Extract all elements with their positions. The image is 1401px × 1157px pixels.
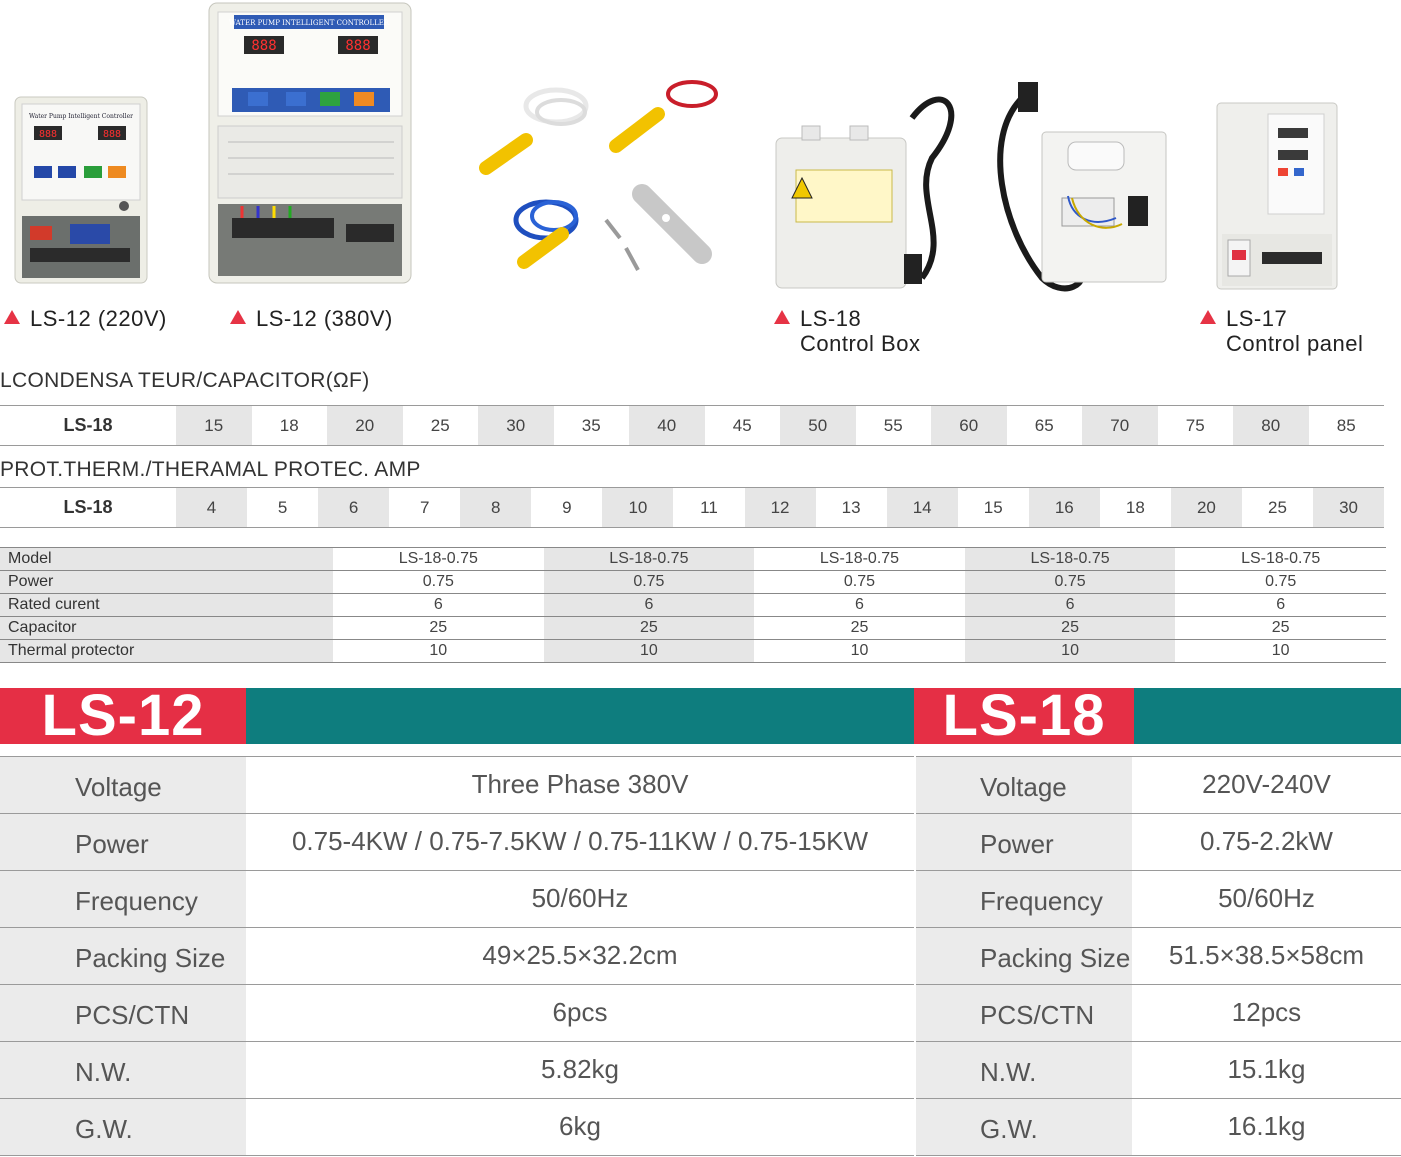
spec-row xyxy=(916,871,1401,928)
thermal-value: 13 xyxy=(841,497,861,517)
table-cell: LS-18-0.75 xyxy=(398,550,478,567)
triangle-marker-icon xyxy=(230,310,246,324)
table-cell: LS-18-0.75 xyxy=(1241,550,1321,567)
spec-key: N.W. xyxy=(0,1042,246,1098)
row-header: Capacitor xyxy=(0,617,333,639)
spec-key: Packing Size xyxy=(916,928,1132,984)
table-cell: 6 xyxy=(855,596,864,613)
table-cell: LS-18-0.75 xyxy=(819,550,900,567)
spec-key: G.W. xyxy=(0,1099,246,1155)
caption-ls12-220v: LS-12 (220V) xyxy=(4,306,167,331)
table-cell: LS-18-0.75 xyxy=(544,548,755,570)
table-cell: 25 xyxy=(965,617,1176,639)
product-image-ls12-220v xyxy=(14,96,148,284)
capacitor-value: 35 xyxy=(581,415,601,435)
product-image-ls18-control-box xyxy=(772,78,1172,300)
caption-ls18: LS-18 Control Box xyxy=(774,306,920,356)
thermal-value: 5 xyxy=(277,497,288,517)
spec-key: G.W. xyxy=(916,1099,1132,1155)
panel-title-text: Water Pump Intelligent Controller xyxy=(28,113,134,120)
spec-key: Power xyxy=(916,814,1132,870)
capacitor-value: 25 xyxy=(430,415,450,435)
capacitor-title: LCONDENSA TEUR/CAPACITOR(ΩF) xyxy=(0,369,370,392)
capacitor-value: 65 xyxy=(1034,415,1054,435)
capacitor-value: 75 xyxy=(1185,415,1205,435)
thermal-value: 16 xyxy=(1029,488,1100,527)
spec-key: Frequency xyxy=(0,871,246,927)
table-row xyxy=(0,640,1386,663)
spec-value: Three Phase 380V xyxy=(246,757,914,813)
caption-ls12-380v: LS-12 (380V) xyxy=(230,306,393,331)
table-cell: 0.75 xyxy=(544,571,755,593)
product-image-ls12-380v xyxy=(208,2,412,284)
thermal-value: 30 xyxy=(1313,488,1384,527)
triangle-marker-icon xyxy=(1200,310,1216,324)
table-cell: 10 xyxy=(850,642,869,659)
spec-row xyxy=(916,814,1401,871)
spec-row xyxy=(0,1099,914,1156)
capacitor-value: 45 xyxy=(732,415,752,435)
thermal-table xyxy=(0,487,1384,528)
model-table xyxy=(0,547,1386,663)
table-cell: 6 xyxy=(1276,596,1286,613)
spec-value: 0.75-2.2kW xyxy=(1132,814,1401,870)
banner-title-ls12: LS-12 xyxy=(0,688,246,744)
table-row xyxy=(0,617,1386,640)
spec-row xyxy=(916,757,1401,814)
table-row xyxy=(0,594,1386,617)
table-cell: 25 xyxy=(429,619,448,636)
row-header: Model xyxy=(0,548,333,570)
capacitor-value: 30 xyxy=(478,406,554,445)
capacitor-value: 50 xyxy=(780,406,856,445)
thermal-value: 7 xyxy=(419,497,430,517)
spec-value: 50/60Hz xyxy=(1132,871,1401,927)
spec-row xyxy=(916,928,1401,985)
spec-row xyxy=(0,814,914,871)
spec-key: N.W. xyxy=(916,1042,1132,1098)
capacitor-table xyxy=(0,405,1384,446)
spec-row xyxy=(0,928,914,985)
caption-ls17: LS-17 Control panel xyxy=(1200,306,1363,356)
thermal-value: 15 xyxy=(983,497,1003,517)
triangle-marker-icon xyxy=(774,310,790,324)
spec-value: 49×25.5×32.2cm xyxy=(246,928,914,984)
svg-text:888: 888 xyxy=(251,38,277,54)
table-row xyxy=(0,548,1386,571)
spec-key: Packing Size xyxy=(0,928,246,984)
thermal-value: 4 xyxy=(176,488,247,527)
svg-text:888: 888 xyxy=(345,38,371,54)
spec-value: 5.82kg xyxy=(246,1042,914,1098)
capacitor-value: 20 xyxy=(327,406,403,445)
spec-value: 0.75-4KW / 0.75-7.5KW / 0.75-11KW / 0.75-15KW xyxy=(246,814,914,870)
product-image-accessories xyxy=(466,78,726,282)
spec-value: 50/60Hz xyxy=(246,871,914,927)
spec-value: 16.1kg xyxy=(1132,1099,1401,1155)
spec-table-ls18 xyxy=(916,756,1401,1156)
thermal-value: 11 xyxy=(700,497,718,517)
svg-text:888: 888 xyxy=(102,129,122,140)
table-cell: 0.75 xyxy=(1265,573,1297,590)
table-cell: 6 xyxy=(544,594,755,616)
row-header: Power xyxy=(0,571,333,593)
thermal-value: 18 xyxy=(1125,497,1145,517)
banner-teal-bar xyxy=(1134,688,1401,744)
capacitor-value: 70 xyxy=(1082,406,1158,445)
panel-title-text-380: WATER PUMP INTELLIGENT CONTROLLER xyxy=(228,19,390,27)
spec-row xyxy=(0,757,914,814)
row-header: Rated curent xyxy=(0,594,333,616)
spec-key: PCS/CTN xyxy=(0,985,246,1041)
thermal-value: 9 xyxy=(562,497,572,517)
spec-key: Power xyxy=(0,814,246,870)
capacitor-value: 18 xyxy=(279,415,299,435)
table-cell: 10 xyxy=(965,640,1176,662)
spec-table-ls12 xyxy=(0,756,914,1156)
table-row xyxy=(0,571,1386,594)
thermal-value: 20 xyxy=(1171,488,1242,527)
spec-value: 220V-240V xyxy=(1132,757,1401,813)
capacitor-value: 55 xyxy=(883,415,903,435)
table-cell: 0.75 xyxy=(843,573,876,590)
capacitor-value: 15 xyxy=(176,406,252,445)
spec-banner-ls12 xyxy=(0,683,914,748)
spec-key: Frequency xyxy=(916,871,1132,927)
spec-value: 12pcs xyxy=(1132,985,1401,1041)
spec-row xyxy=(0,985,914,1042)
table-cell: 0.75 xyxy=(965,571,1176,593)
triangle-marker-icon xyxy=(4,310,20,324)
table-cell: 10 xyxy=(1271,642,1290,659)
capacitor-value: 40 xyxy=(629,406,705,445)
capacitor-value: 85 xyxy=(1336,415,1356,435)
spec-value: 6kg xyxy=(246,1099,914,1155)
thermal-row-label: LS-18 xyxy=(63,497,113,517)
table-cell: 10 xyxy=(544,640,755,662)
spec-banner-ls18 xyxy=(914,683,1401,748)
spec-key: Voltage xyxy=(916,757,1132,813)
capacitor-value: 80 xyxy=(1233,406,1309,445)
thermal-value: 6 xyxy=(318,488,389,527)
table-cell: 6 xyxy=(965,594,1176,616)
spec-row xyxy=(0,871,914,928)
spec-value: 6pcs xyxy=(246,985,914,1041)
thermal-value: 25 xyxy=(1268,497,1287,517)
product-image-ls17-control-panel xyxy=(1216,102,1338,290)
thermal-value: 8 xyxy=(460,488,531,527)
thermal-value: 14 xyxy=(887,488,958,527)
table-cell: 25 xyxy=(1271,619,1290,636)
banner-teal-bar xyxy=(246,688,914,744)
spec-key: Voltage xyxy=(0,757,246,813)
table-cell: 25 xyxy=(850,619,869,636)
table-cell: 6 xyxy=(433,596,443,613)
banner-title-ls18: LS-18 xyxy=(914,688,1134,744)
spec-row xyxy=(916,1099,1401,1156)
capacitor-value: 60 xyxy=(931,406,1007,445)
spec-value: 15.1kg xyxy=(1132,1042,1401,1098)
capacitor-row-label: LS-18 xyxy=(63,415,113,435)
spec-key: PCS/CTN xyxy=(916,985,1132,1041)
table-cell: 0.75 xyxy=(422,573,454,590)
table-cell: 25 xyxy=(544,617,755,639)
row-header: Thermal protector xyxy=(0,640,333,662)
svg-text:888: 888 xyxy=(38,129,58,140)
table-cell: 10 xyxy=(429,642,448,659)
spec-row xyxy=(0,1042,914,1099)
thermal-title: PROT.THERM./THERAMAL PROTEC. AMP xyxy=(0,458,421,481)
table-cell: LS-18-0.75 xyxy=(965,548,1176,570)
spec-row xyxy=(916,1042,1401,1099)
thermal-value: 12 xyxy=(745,488,816,527)
spec-row xyxy=(916,985,1401,1042)
spec-value: 51.5×38.5×58cm xyxy=(1132,928,1401,984)
thermal-value: 10 xyxy=(602,488,673,527)
